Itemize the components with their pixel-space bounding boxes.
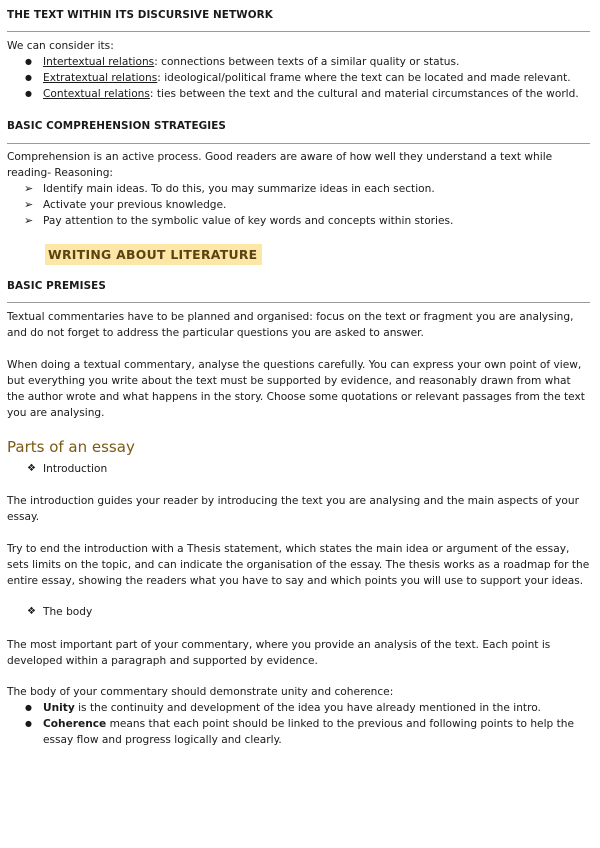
text-line: Try to end the introduction with a Thesis statement, which states the main idea or argument of the essay, [7, 543, 570, 555]
text-line: Textual commentaries have to be planned and organised: focus on the text or fragment you are analysing, [7, 311, 574, 323]
divider [7, 143, 590, 144]
list-item [7, 716, 593, 748]
item-text: : ties between the text and the cultural and material circumstances of the world. [149, 88, 579, 100]
text-line: the author wrote and what happens in the story. Choose some quotations or relevant passages from the text [7, 391, 585, 403]
highlight-title: WRITING ABOUT LITERATURE [45, 244, 262, 265]
premises-paragraph-2 [7, 357, 593, 421]
text-line: Comprehension is an active process. Good readers are aware of how well they understand a text while [7, 151, 553, 163]
text-line: but everything you write about the text must be supported by evidence, and reasonably drawn from what [7, 375, 571, 387]
unity-coherence-list [7, 700, 593, 748]
term-extratextual: Extratextual relations [43, 72, 158, 84]
item-text: : connections between texts of a similar quality or status. [154, 56, 460, 68]
term-unity: Unity [43, 702, 75, 714]
body-paragraph-1 [7, 637, 593, 669]
text-line: The most important part of your commentary, where you provide an analysis of the text. Each point is [7, 639, 551, 651]
divider [7, 302, 590, 303]
item-text: essay flow and progress logically and clearly. [43, 734, 282, 746]
text-line: sets limits on the topic, and can indicate the organisation of the essay. The thesis works as a roadmap for the [7, 559, 590, 571]
heading-comprehension: BASIC COMPREHENSION STRATEGIES [7, 120, 227, 132]
list-item [7, 54, 593, 70]
list-item: ➢ Pay attention to the symbolic value of key words and concepts within stories. [7, 213, 593, 229]
section-title-parts-of-essay: Parts of an essay [7, 438, 135, 456]
list-item [7, 86, 593, 102]
divider [7, 31, 590, 32]
premises-paragraph-1 [7, 309, 593, 341]
term-intertextual: Intertextual relations [43, 56, 155, 68]
list-item [7, 70, 593, 86]
list-item: ➢ Activate your previous knowledge. [7, 197, 593, 213]
subsection-label: Introduction [43, 463, 108, 475]
term-contextual: Contextual relations [43, 88, 150, 100]
introduction-paragraph-2 [7, 541, 593, 589]
term-coherence: Coherence [43, 718, 107, 730]
text-line: reading- Reasoning: [7, 167, 113, 179]
text-line: you are analysing. [7, 407, 105, 419]
item-text: means that each point should be linked to the previous and following points to help the [106, 718, 574, 730]
body-paragraph-2: The body of your commentary should demonstrate unity and coherence: [7, 686, 394, 698]
text-line: essay. [7, 511, 40, 523]
comprehension-intro [7, 149, 593, 181]
item-text: is the continuity and development of the idea you have already mentioned in the intro. [74, 702, 541, 714]
intro-text: We can consider its: [7, 40, 114, 52]
list-item: ➢ Identify main ideas. To do this, you may summarize ideas in each section. [7, 181, 593, 197]
subsection-introduction [27, 461, 107, 477]
text-line: developed within a paragraph and supported by evidence. [7, 655, 318, 667]
subsection-label: The body [43, 606, 93, 618]
introduction-paragraph-1 [7, 493, 593, 525]
relations-list [7, 54, 593, 102]
heading-discursive-network: THE TEXT WITHIN ITS DISCURSIVE NETWORK [7, 9, 273, 21]
item-text: : ideological/political frame where the text can be located and made relevant. [157, 72, 571, 84]
strategies-list [7, 181, 593, 229]
text-line: The introduction guides your reader by introducing the text you are analysing and the main aspects of your [7, 495, 579, 507]
text-line: entire essay, showing the readers what you have to say and which points you will use to support your ideas. [7, 575, 584, 587]
heading-basic-premises: BASIC PREMISES [7, 280, 106, 292]
list-item [7, 700, 593, 716]
text-line: and do not forget to address the particular questions you are asked to answer. [7, 327, 424, 339]
text-line: When doing a textual commentary, analyse the questions carefully. You can express your own point of view, [7, 359, 582, 371]
subsection-body [27, 604, 92, 620]
